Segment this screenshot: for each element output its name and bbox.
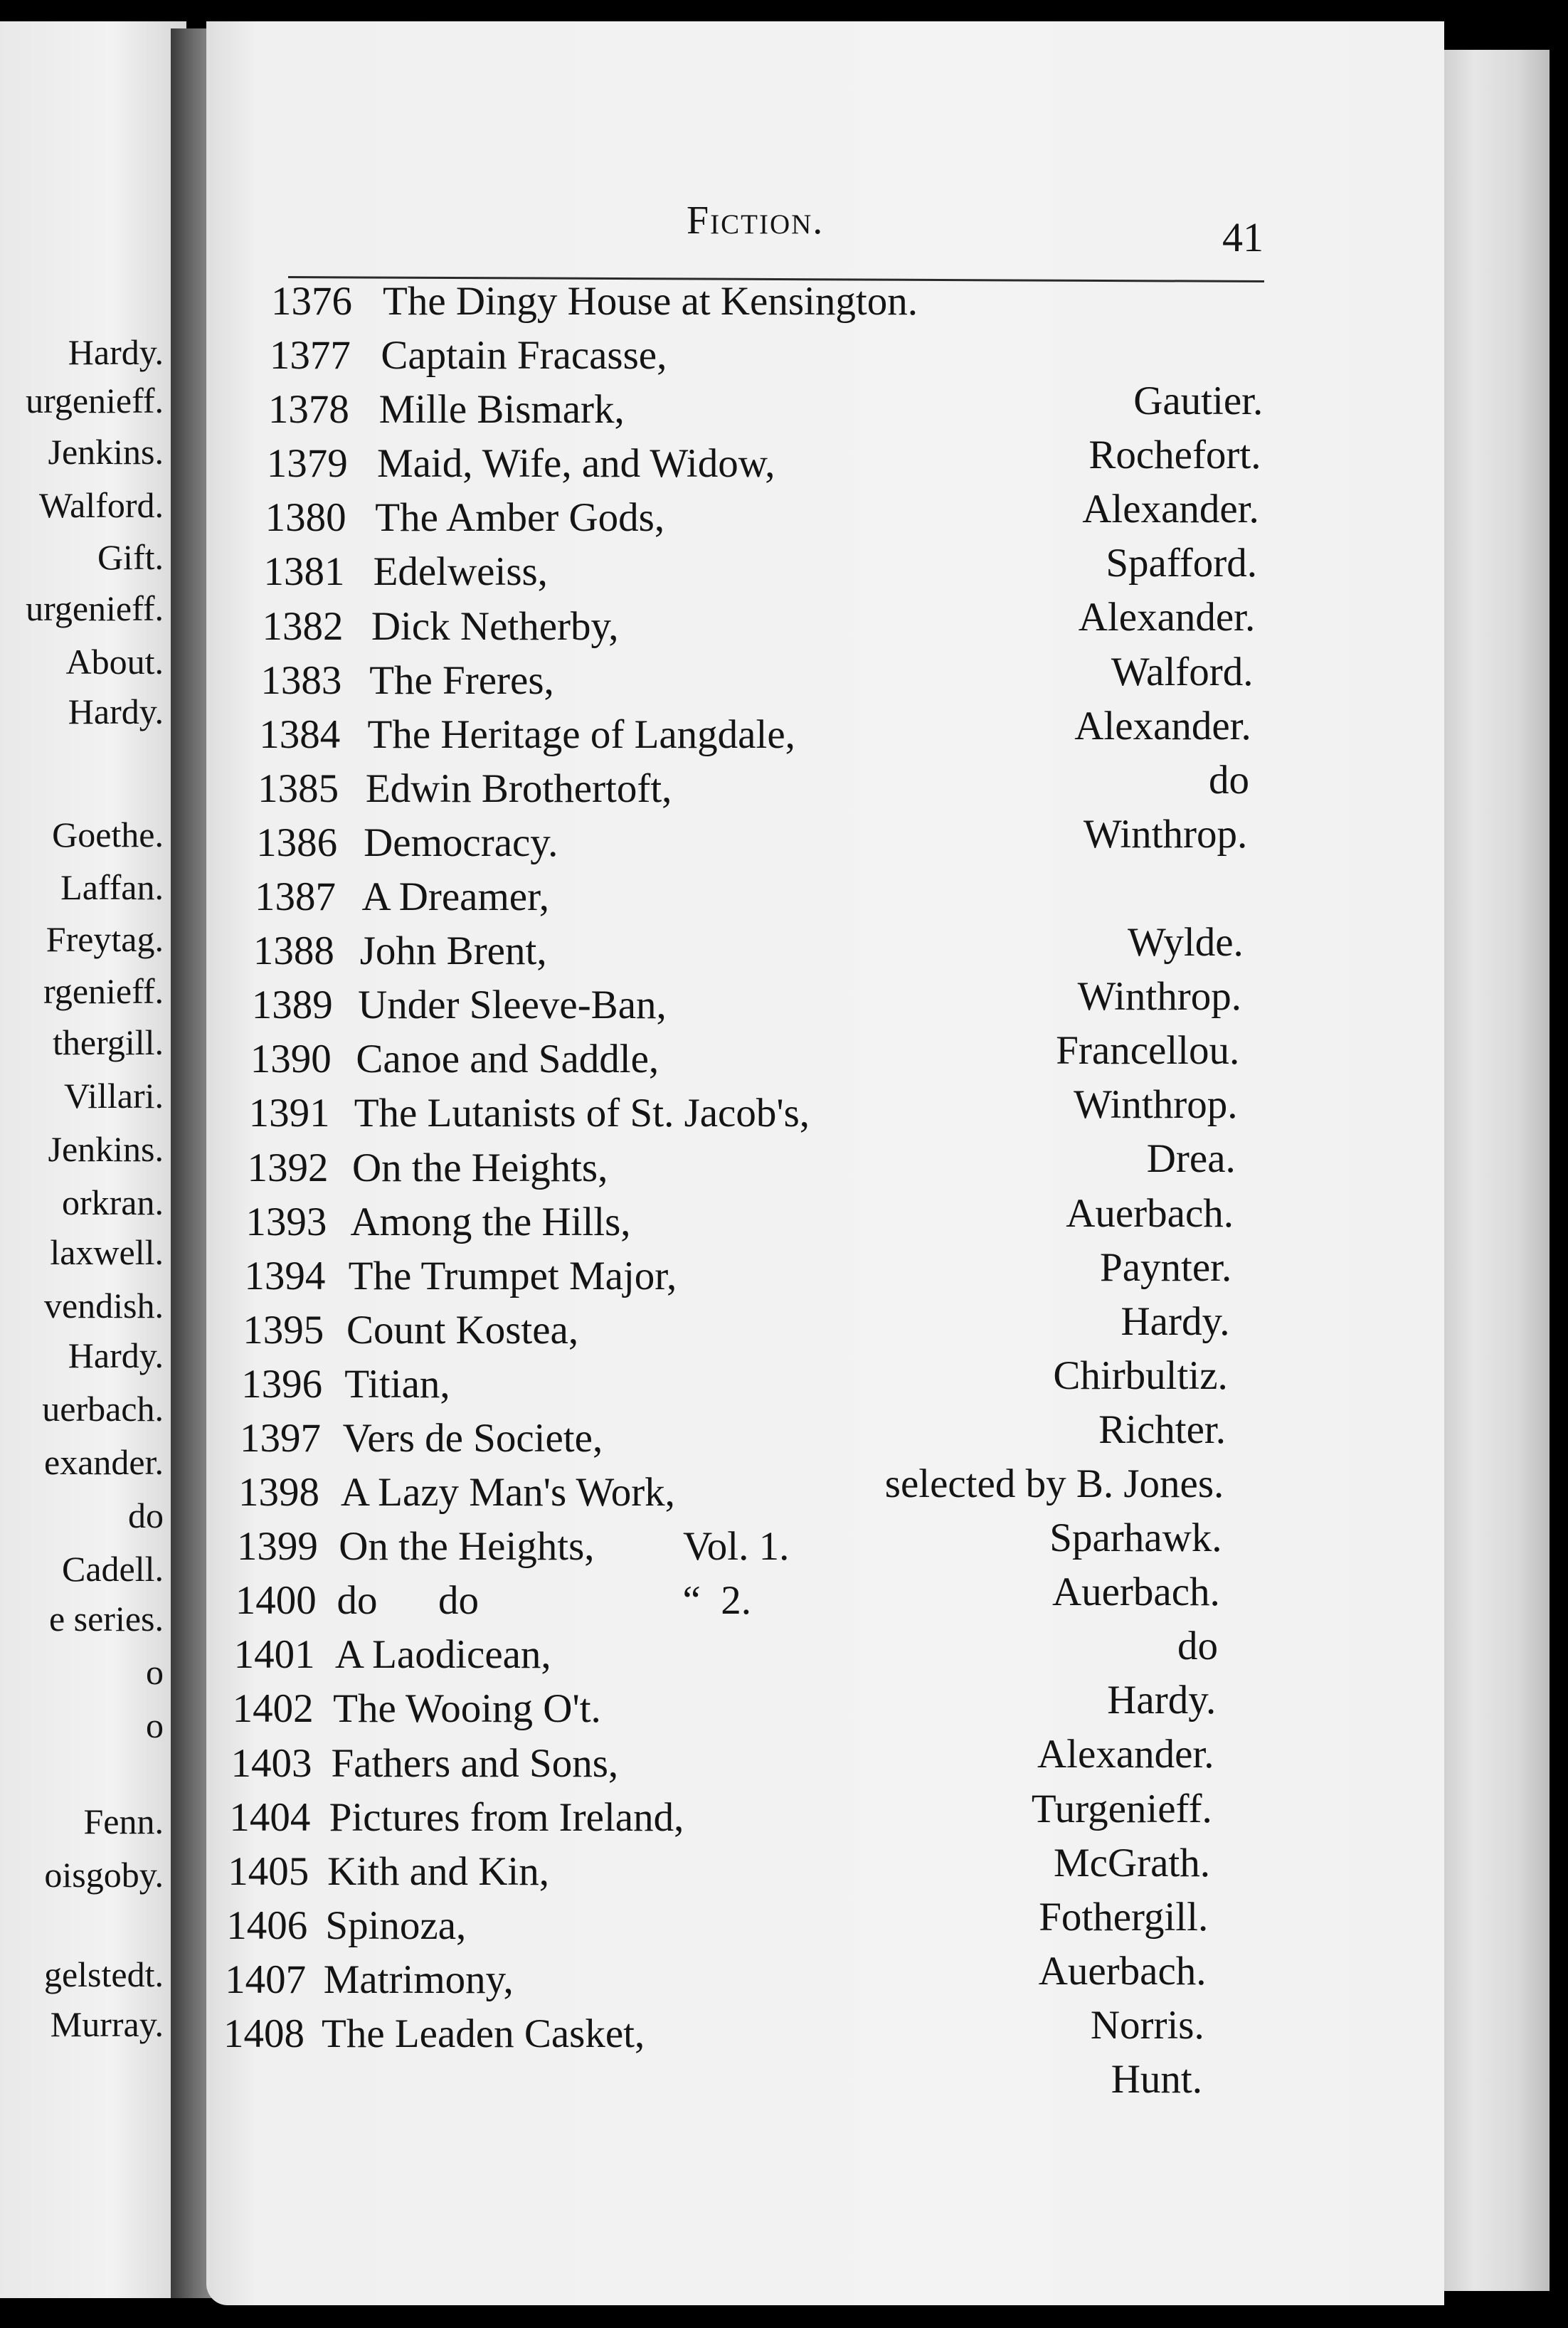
left-page-author: rgenieff. (43, 971, 164, 1011)
entry-number: 1385 (258, 766, 339, 811)
entry-number: 1406 (226, 1903, 308, 1948)
entry-author: Winthrop. (1083, 811, 1248, 857)
entry-title: The Trumpet Major, (348, 1253, 677, 1298)
entry-number: 1389 (251, 983, 333, 1028)
entry-number: 1383 (260, 657, 342, 703)
entry-title: Among the Hills, (350, 1199, 631, 1244)
entry-author: Alexander. (1078, 595, 1256, 640)
left-page-author: Jenkins. (48, 1129, 164, 1169)
left-page-author: Cadell. (61, 1549, 164, 1589)
running-title: Fiction. (687, 199, 825, 243)
entry-title: Vers de Societe, (342, 1415, 603, 1461)
entry-volume: Vol. 1. (682, 1524, 790, 1570)
entry-title: Count Kostea, (346, 1307, 579, 1353)
entry-author: Drea. (1146, 1136, 1236, 1182)
entry-title: A Dreamer, (361, 874, 550, 920)
left-page-author: About. (65, 642, 164, 682)
left-page-author: Goethe. (52, 815, 164, 855)
entry-author: Chirbultiz. (1053, 1353, 1228, 1398)
left-page-author: urgenieff. (26, 588, 164, 628)
entry-number: 1393 (245, 1199, 327, 1244)
entry-number: 1379 (266, 441, 348, 487)
entry-author: Hunt. (1111, 2057, 1202, 2102)
entry-author: Wylde. (1127, 920, 1244, 965)
left-page-author: thergill. (52, 1022, 164, 1062)
left-page-author: oisgoby. (44, 1855, 164, 1895)
entry-number: 1400 (235, 1578, 317, 1624)
entry-title: The Amber Gods, (375, 495, 665, 541)
entry-title: Kith and Kin, (327, 1848, 549, 1894)
left-page-author: gelstedt. (43, 1954, 164, 1994)
left-page-author: orkran. (62, 1182, 164, 1222)
entry-title: The Leaden Casket, (322, 2011, 645, 2056)
entry-number: 1376 (271, 279, 352, 324)
entry-number: 1407 (225, 1957, 307, 2002)
entry-number: 1408 (223, 2011, 304, 2056)
entry-author: Hardy. (1107, 1678, 1217, 1723)
entry-title: Fathers and Sons, (331, 1740, 619, 1786)
entry-author: Paynter. (1100, 1244, 1232, 1290)
entry-title: Dick Netherby, (371, 603, 619, 649)
entry-title: Canoe and Saddle, (356, 1037, 659, 1082)
entry-number: 1391 (248, 1091, 330, 1136)
entry-author: Alexander. (1074, 703, 1251, 748)
entry-number: 1403 (231, 1740, 312, 1786)
entry-number: 1404 (229, 1794, 311, 1840)
entry-number: 1401 (233, 1632, 315, 1678)
entry-number: 1398 (238, 1470, 319, 1515)
entry-author: Auerbach. (1051, 1570, 1220, 1615)
entry-author: Spafford. (1106, 541, 1257, 586)
entry-title: A Laodicean, (334, 1632, 551, 1678)
entry-title: The Wooing O't. (333, 1686, 601, 1732)
left-page-author: Hardy. (68, 692, 164, 731)
entry-number: 1378 (267, 387, 349, 433)
entry-title: A Lazy Man's Work, (340, 1470, 675, 1515)
entry-author: Richter. (1098, 1407, 1226, 1452)
entry-number: 1382 (262, 603, 344, 649)
entry-number: 1386 (256, 820, 338, 865)
left-page-author: Villari. (63, 1076, 164, 1116)
entry-author: Hardy. (1121, 1298, 1230, 1344)
entry-title: Captain Fracasse, (381, 333, 667, 379)
left-page-author: Fenn. (83, 1801, 164, 1841)
entry-title: Edelweiss, (373, 549, 548, 595)
left-page-author: laxwell. (50, 1232, 164, 1272)
entry-title: Edwin Brothertoft, (365, 766, 672, 811)
entry-author: Francellou. (1056, 1028, 1240, 1074)
entry-author: Gautier. (1133, 379, 1264, 424)
entry-author: selected by B. Jones. (884, 1461, 1224, 1506)
entry-author: do (1177, 1624, 1218, 1669)
entry-title: The Dingy House at Kensington. (383, 279, 918, 324)
entry-author: Sparhawk. (1049, 1515, 1222, 1561)
entry-number: 1377 (269, 333, 351, 379)
entry-author: Rochefort. (1088, 433, 1261, 478)
entry-title: Mille Bismark, (378, 387, 625, 433)
entry-number: 1381 (263, 549, 345, 595)
left-page-author: Walford. (38, 485, 164, 525)
entry-author: Auerbach. (1038, 1948, 1207, 1994)
entry-author: Alexander. (1082, 487, 1259, 532)
entry-number: 1394 (244, 1253, 326, 1298)
entry-author: Fothergill. (1039, 1894, 1209, 1940)
entry-number: 1390 (250, 1037, 332, 1082)
left-page-author: Freytag. (46, 919, 164, 959)
entry-title: The Lutanists of St. Jacob's, (354, 1091, 810, 1136)
entry-title: Under Sleeve-Ban, (358, 983, 667, 1028)
entry-author: Auerbach. (1066, 1190, 1234, 1236)
page-number: 41 (1222, 214, 1264, 260)
entry-title: The Heritage of Langdale, (367, 711, 795, 757)
entry-title: Matrimony, (323, 1957, 514, 2002)
entry-title: The Freres, (369, 657, 554, 703)
entry-number: 1399 (236, 1524, 318, 1570)
left-page-author: Murray. (50, 2004, 164, 2044)
entry-author: McGrath. (1053, 1840, 1210, 1885)
left-page-author: vendish. (43, 1286, 164, 1326)
entry-title: On the Heights, (352, 1145, 608, 1190)
entry-title: Democracy. (364, 820, 558, 865)
entry-author: Norris. (1090, 2002, 1204, 2048)
entry-author: Walford. (1111, 649, 1254, 694)
entry-title: Maid, Wife, and Widow, (376, 441, 775, 487)
entry-author: Turgenieff. (1031, 1786, 1212, 1831)
entry-number: 1397 (240, 1415, 322, 1461)
left-page-author: e series. (48, 1599, 164, 1639)
left-page-author: o (146, 1705, 164, 1745)
left-page-author: Laffan. (60, 867, 164, 907)
entry-author: Alexander. (1037, 1732, 1214, 1777)
entry-title: On the Heights, (339, 1524, 595, 1570)
left-page-author: Jenkins. (48, 432, 164, 472)
entry-number: 1396 (241, 1361, 323, 1407)
entry-number: 1388 (253, 928, 334, 974)
entry-number: 1384 (259, 711, 341, 757)
entry-author: do (1209, 757, 1249, 803)
left-page-author: Hardy. (68, 1335, 164, 1375)
left-page-author: do (128, 1496, 164, 1535)
left-page-author: Gift. (97, 537, 164, 577)
entry-number: 1402 (232, 1686, 314, 1732)
entry-title: do do (337, 1578, 479, 1624)
entry-author: Winthrop. (1077, 974, 1241, 1020)
left-page-author: o (146, 1652, 164, 1692)
entry-number: 1387 (254, 874, 336, 920)
entry-title: Spinoza, (325, 1903, 467, 1948)
entry-number: 1380 (265, 495, 346, 541)
entry-number: 1405 (228, 1848, 309, 1894)
left-page-author: exander. (44, 1442, 164, 1482)
entry-author: Winthrop. (1074, 1082, 1238, 1128)
entry-title: John Brent, (359, 928, 547, 974)
entry-number: 1395 (243, 1307, 324, 1353)
entry-volume: “ 2. (682, 1578, 752, 1624)
left-page-author: uerbach. (42, 1389, 164, 1429)
entry-title: Titian, (344, 1361, 450, 1407)
left-page-author: urgenieff. (26, 381, 164, 420)
entry-title: Pictures from Ireland, (329, 1794, 684, 1840)
entry-number: 1392 (247, 1145, 329, 1190)
left-page-author: Hardy. (68, 332, 164, 372)
